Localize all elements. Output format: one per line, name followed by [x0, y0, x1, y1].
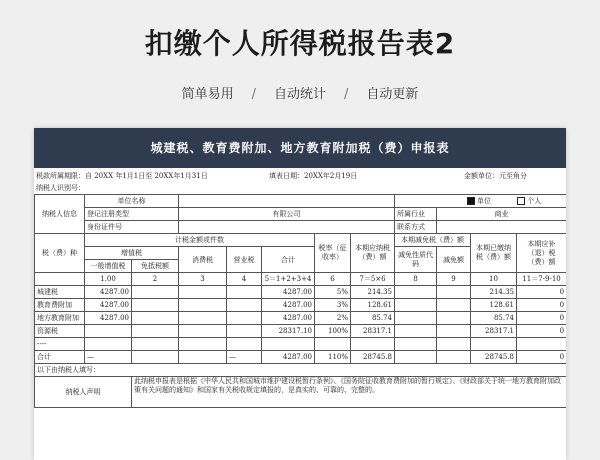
page-title: 扣缴个人所得税报告表2: [144, 27, 456, 60]
meta-line: [34, 170, 566, 182]
unit-name-label: 单位名称: [85, 195, 179, 208]
table-row: [35, 286, 567, 299]
table-row: [35, 299, 567, 312]
col-number: 5＝1+2+3+4: [262, 273, 315, 286]
reg-type-label: 登记注册类型: [85, 208, 179, 221]
taxpayer-id-line: [34, 182, 566, 194]
col-consumption: 消费税: [179, 247, 227, 273]
col-payable: 本期应纳税（费）额: [351, 234, 395, 273]
table-row-total: [35, 351, 567, 364]
industry-label: 所属行业: [395, 208, 437, 221]
unit-label: 金额单位：元至角分: [464, 172, 527, 180]
tax-name: 合计: [35, 351, 85, 364]
payable-value: 214.35: [351, 286, 395, 299]
rate-value: [315, 338, 351, 351]
refund-value: 0: [517, 286, 567, 299]
business-value: —: [227, 351, 262, 364]
vat-general-value[interactable]: 4287.00: [85, 299, 132, 312]
business-value[interactable]: [227, 338, 262, 351]
paid-value: [471, 338, 517, 351]
paid-value: 28317.1: [471, 325, 517, 338]
industry-value: 商业: [437, 208, 567, 221]
consumption-value[interactable]: [179, 325, 227, 338]
paid-value: 128.61: [471, 299, 517, 312]
vat-general-value: —: [85, 351, 132, 364]
total-value: 28317.10: [262, 325, 315, 338]
rate-value: 5%: [315, 286, 351, 299]
refund-value: 0: [517, 312, 567, 325]
refund-value: [517, 338, 567, 351]
business-value[interactable]: [227, 325, 262, 338]
reduction-code-value[interactable]: [395, 286, 437, 299]
rate-value: 2%: [315, 312, 351, 325]
reduction-code-value[interactable]: [395, 299, 437, 312]
col-number: 7＝5×6: [351, 273, 395, 286]
reduction-amount-value[interactable]: [437, 312, 471, 325]
reduction-code-value[interactable]: [395, 338, 437, 351]
col-basis: 计税金额或件数: [85, 234, 315, 247]
table-row: [35, 325, 567, 338]
vat-exempt-value[interactable]: [132, 312, 179, 325]
col-paid: 本期已缴纳税（费）额: [471, 234, 517, 273]
refund-value: 0: [517, 351, 567, 364]
tag-auto-update: 自动更新: [366, 87, 419, 102]
tax-name: 地方教育附加: [35, 312, 85, 325]
form-header: 城建税、教育费附加、地方教育附加税（费）申报表: [34, 128, 566, 168]
total-value: 4287.00: [262, 299, 315, 312]
fill-note: 以下由纳税人填写：: [35, 364, 567, 377]
col-tax-type: 税（费）种: [35, 234, 85, 273]
unit-name-field[interactable]: [179, 195, 395, 208]
col-number: 8: [395, 273, 437, 286]
blank-cell: [35, 273, 85, 286]
table-row: [35, 312, 567, 325]
col-rate: 税率（征收率）: [315, 234, 351, 273]
vat-exempt-value[interactable]: [132, 325, 179, 338]
col-number: 6: [315, 273, 351, 286]
tax-name: 城建税: [35, 286, 85, 299]
col-number: 4: [227, 273, 262, 286]
payable-value: 28745.8: [351, 351, 395, 364]
total-value: 4287.00: [262, 351, 315, 364]
unit-checkbox[interactable]: 单位: [467, 197, 491, 205]
reduction-code-value[interactable]: [395, 325, 437, 338]
vat-general-value[interactable]: [85, 325, 132, 338]
reduction-amount-value[interactable]: [437, 338, 471, 351]
form-sheet: [34, 128, 566, 460]
payable-value: 128.61: [351, 299, 395, 312]
checked-box-icon: [467, 197, 475, 205]
tax-name: 教育费附加: [35, 299, 85, 312]
rate-value: 100%: [315, 325, 351, 338]
business-value[interactable]: [227, 299, 262, 312]
tax-name: ----: [35, 338, 85, 351]
vat-general-value[interactable]: 4287.00: [85, 286, 132, 299]
reg-type-value: 有限公司: [179, 208, 395, 221]
vat-general-value[interactable]: 4287.00: [85, 312, 132, 325]
vat-general-value[interactable]: [85, 338, 132, 351]
col-vat: 增值税: [85, 247, 179, 260]
paid-value: 85.74: [471, 312, 517, 325]
col-vat-exempt: 免抵税额: [132, 260, 179, 273]
tag-separator: /: [251, 87, 256, 102]
checkbox-icon: [517, 197, 525, 205]
paid-value: 28745.8: [471, 351, 517, 364]
refund-value: 0: [517, 325, 567, 338]
consumption-value[interactable]: [179, 299, 227, 312]
col-business: 营业税: [227, 247, 262, 273]
paid-value: 214.35: [471, 286, 517, 299]
declaration-table: [34, 194, 566, 408]
rate-value: 3%: [315, 299, 351, 312]
total-value: [262, 338, 315, 351]
col-number: 1.00: [85, 273, 132, 286]
vat-exempt-value[interactable]: [132, 286, 179, 299]
reduction-code-value[interactable]: [395, 312, 437, 325]
tag-auto-stat: 自动统计: [273, 87, 326, 102]
total-value: 4287.00: [262, 312, 315, 325]
business-value[interactable]: [227, 286, 262, 299]
consumption-value[interactable]: [179, 286, 227, 299]
col-number: 11＝7-9-10: [517, 273, 567, 286]
reduction-amount-value[interactable]: [437, 299, 471, 312]
col-reduction-amount: 减免额: [437, 247, 471, 273]
col-vat-general: 一般增值税: [85, 260, 132, 273]
tax-name: 资源税: [35, 325, 85, 338]
col-number: 2: [132, 273, 179, 286]
payable-value: 85.74: [351, 312, 395, 325]
column-number-row: [35, 273, 567, 286]
col-reduction: 本期减免税（费）额: [395, 234, 471, 247]
blank-cell: [395, 351, 437, 364]
col-number: 9: [437, 273, 471, 286]
col-total: 合计: [262, 247, 315, 273]
business-value[interactable]: [227, 312, 262, 325]
vat-exempt-value[interactable]: [132, 338, 179, 351]
id-no-label: 身份证件号: [85, 221, 179, 234]
refund-value: 0: [517, 299, 567, 312]
col-number: 3: [179, 273, 227, 286]
consumption-value[interactable]: [179, 338, 227, 351]
reduction-amount-value[interactable]: [437, 325, 471, 338]
id-no-field[interactable]: [179, 221, 395, 234]
contact-field[interactable]: [437, 221, 567, 234]
blank-cell: [179, 351, 227, 364]
vat-exempt-value[interactable]: [132, 299, 179, 312]
col-refund: 本期应补（退）税（费）额: [517, 234, 567, 273]
col-reduction-code: 减免性质代码: [395, 247, 437, 273]
taxpayer-info-label: 纳税人信息: [35, 195, 85, 234]
rate-value: 110%: [315, 351, 351, 364]
blank-cell: [132, 351, 179, 364]
declaration-text: 此纳税申报表是根据《中华人民共和国城市维护建设税暂行条例》、《国务院征收教育费附加的暂行规定》、《财政部关于统一地方教育附加政策有关问题的通知》和国家有关税收规定填报的，是真实的、可靠的、完整的。: [132, 377, 567, 408]
contact-label: 联系方式: [395, 221, 437, 234]
consumption-value[interactable]: [179, 312, 227, 325]
total-value: 4287.00: [262, 286, 315, 299]
table-row: [35, 338, 567, 351]
blank-cell: [437, 351, 471, 364]
declaration-label: 纳税人声明: [35, 377, 132, 408]
feature-tags: [0, 83, 600, 102]
person-checkbox[interactable]: 个人: [517, 197, 541, 205]
payable-value: 28317.1: [351, 325, 395, 338]
tag-easy: 简单易用: [181, 87, 234, 102]
period-label: 税款所属期限：自 20XX 年1月1日至 20XX年1月31日: [36, 172, 208, 180]
tag-separator: /: [344, 87, 349, 102]
taxpayer-id-label: 纳税人识别号：: [36, 184, 85, 192]
payable-value: [351, 338, 395, 351]
reduction-amount-value[interactable]: [437, 286, 471, 299]
fill-date: 填表日期：20XX年2月19日: [269, 172, 358, 180]
col-number: 10: [471, 273, 517, 286]
unit-type-choice: [395, 195, 567, 208]
